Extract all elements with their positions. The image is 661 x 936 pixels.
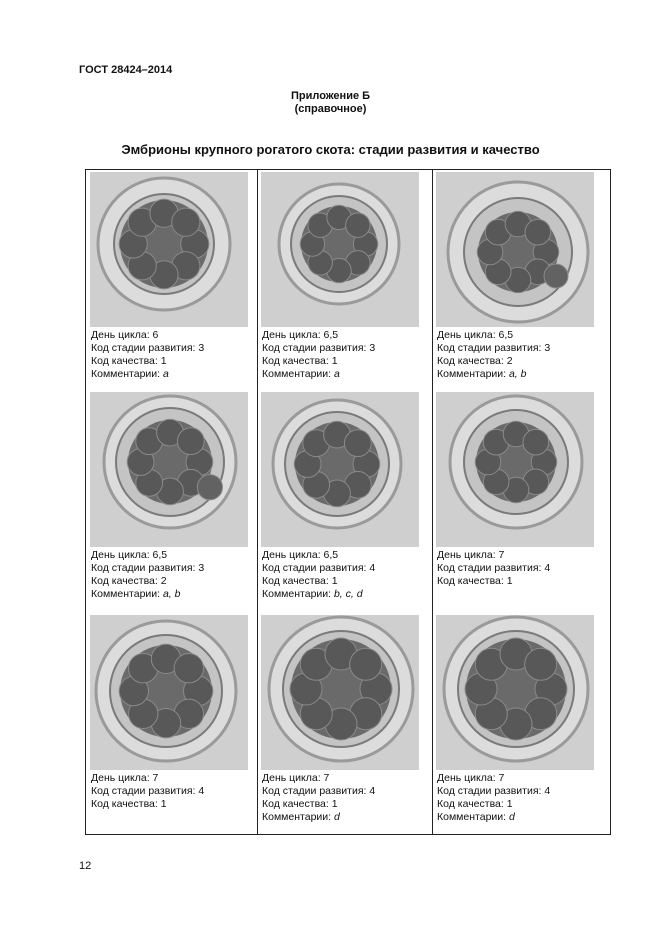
quality-code <box>262 355 375 368</box>
comments-label: Комментарии: <box>262 588 334 600</box>
cycle-day-value: 6,5 <box>152 549 168 561</box>
stage-code <box>262 342 375 355</box>
quality-code <box>437 798 550 811</box>
quality-code-label: Код качества: <box>437 575 507 587</box>
stage-code-value: 3 <box>369 342 376 354</box>
embryo-photo <box>436 615 594 770</box>
comments-value: a <box>162 368 169 380</box>
stage-code-value: 3 <box>198 562 205 574</box>
embryo-info <box>262 772 375 824</box>
quality-code <box>91 575 204 588</box>
stage-code-label: Код стадии развития: <box>437 562 545 574</box>
quality-code-value: 1 <box>331 575 338 587</box>
comments-label: Комментарии: <box>437 811 509 823</box>
quality-code-value: 2 <box>506 355 513 367</box>
cycle-day <box>262 549 375 562</box>
comments <box>91 368 204 381</box>
cycle-day-value: 6 <box>152 329 159 341</box>
cycle-day-label: День цикла: <box>437 329 499 341</box>
stage-code <box>91 342 204 355</box>
stage-code <box>91 562 204 575</box>
comments-value: b, c, d <box>333 588 363 600</box>
stage-code <box>437 342 550 355</box>
embryo-photo <box>261 392 419 547</box>
quality-code-value: 1 <box>160 355 167 367</box>
cycle-day-value: 6,5 <box>323 329 339 341</box>
stage-code-label: Код стадии развития: <box>262 785 370 797</box>
quality-code-value: 1 <box>506 575 513 587</box>
stage-code-value: 3 <box>544 342 551 354</box>
embryo-photo <box>90 172 248 327</box>
cycle-day-label: День цикла: <box>262 549 324 561</box>
cycle-day-label: День цикла: <box>91 329 153 341</box>
cycle-day <box>91 772 204 785</box>
stage-code-label: Код стадии развития: <box>262 342 370 354</box>
stage-code <box>262 785 375 798</box>
cycle-day-value: 7 <box>498 549 505 561</box>
quality-code-value: 2 <box>160 575 167 587</box>
embryo-photo <box>436 172 594 327</box>
embryo-info <box>437 549 550 588</box>
cycle-day-label: День цикла: <box>262 329 324 341</box>
embryo-table <box>85 169 611 835</box>
quality-code <box>91 798 204 811</box>
quality-code-label: Код качества: <box>262 355 332 367</box>
quality-code-label: Код качества: <box>262 575 332 587</box>
comments-label: Комментарии: <box>437 368 509 380</box>
comments-value: a, b <box>508 368 527 380</box>
cycle-day <box>437 329 550 342</box>
cycle-day <box>91 329 204 342</box>
cycle-day <box>91 549 204 562</box>
embryo-info <box>262 329 375 381</box>
quality-code <box>437 575 550 588</box>
quality-code <box>91 355 204 368</box>
embryo-info <box>437 329 550 381</box>
comments-label: Комментарии: <box>262 368 334 380</box>
embryo-photo <box>436 392 594 547</box>
comments-value: d <box>508 811 515 823</box>
stage-code-label: Код стадии развития: <box>91 562 199 574</box>
stage-code-value: 4 <box>544 562 551 574</box>
page-number: 12 <box>79 860 92 872</box>
comments <box>91 588 204 601</box>
stage-code-label: Код стадии развития: <box>437 342 545 354</box>
quality-code-label: Код качества: <box>91 798 161 810</box>
embryo-photo <box>90 615 248 770</box>
cycle-day-label: День цикла: <box>437 772 499 784</box>
column-divider <box>257 170 258 834</box>
column-divider <box>432 170 433 834</box>
comments-value: a, b <box>162 588 181 600</box>
cycle-day <box>437 772 550 785</box>
quality-code-value: 1 <box>331 798 338 810</box>
cycle-day <box>262 772 375 785</box>
stage-code-label: Код стадии развития: <box>262 562 370 574</box>
comments <box>262 588 375 601</box>
cycle-day-value: 6,5 <box>323 549 339 561</box>
page-title: Эмбрионы крупного рогатого скота: стадии развития и качество <box>121 142 540 157</box>
quality-code-label: Код качества: <box>91 355 161 367</box>
quality-code-label: Код качества: <box>262 798 332 810</box>
embryo-photo <box>90 392 248 547</box>
comments <box>262 811 375 824</box>
stage-code-value: 4 <box>369 785 376 797</box>
quality-code <box>262 575 375 588</box>
quality-code <box>437 355 550 368</box>
embryo-info <box>262 549 375 601</box>
comments <box>437 368 550 381</box>
stage-code-value: 4 <box>544 785 551 797</box>
stage-code <box>437 562 550 575</box>
stage-code <box>437 785 550 798</box>
comments-label: Комментарии: <box>91 368 163 380</box>
cycle-day-value: 6,5 <box>498 329 514 341</box>
comments-value: d <box>333 811 340 823</box>
appendix-name: Приложение Б <box>290 90 371 102</box>
quality-code-label: Код качества: <box>437 355 507 367</box>
cycle-day-label: День цикла: <box>437 549 499 561</box>
appendix-heading <box>0 90 661 116</box>
embryo-photo <box>261 172 419 327</box>
embryo-info <box>91 329 204 381</box>
cycle-day-value: 7 <box>498 772 505 784</box>
standard-number: ГОСТ 28424–2014 <box>79 64 173 76</box>
appendix-type: (справочное) <box>294 103 367 115</box>
cycle-day-label: День цикла: <box>262 772 324 784</box>
comments-value: a <box>333 368 340 380</box>
quality-code-label: Код качества: <box>91 575 161 587</box>
quality-code-value: 1 <box>506 798 513 810</box>
quality-code <box>262 798 375 811</box>
quality-code-value: 1 <box>160 798 167 810</box>
stage-code <box>262 562 375 575</box>
cycle-day <box>437 549 550 562</box>
stage-code <box>91 785 204 798</box>
stage-code-value: 4 <box>198 785 205 797</box>
stage-code-label: Код стадии развития: <box>437 785 545 797</box>
quality-code-value: 1 <box>331 355 338 367</box>
quality-code-label: Код качества: <box>437 798 507 810</box>
comments-label: Комментарии: <box>91 588 163 600</box>
stage-code-value: 3 <box>198 342 205 354</box>
comments-label: Комментарии: <box>262 811 334 823</box>
comments <box>437 811 550 824</box>
embryo-info <box>91 772 204 811</box>
embryo-photo <box>261 615 419 770</box>
cycle-day-label: День цикла: <box>91 772 153 784</box>
cycle-day-value: 7 <box>323 772 330 784</box>
cycle-day <box>262 329 375 342</box>
stage-code-value: 4 <box>369 562 376 574</box>
stage-code-label: Код стадии развития: <box>91 342 199 354</box>
cycle-day-label: День цикла: <box>91 549 153 561</box>
cycle-day-value: 7 <box>152 772 159 784</box>
comments <box>262 368 375 381</box>
stage-code-label: Код стадии развития: <box>91 785 199 797</box>
embryo-info <box>91 549 204 601</box>
embryo-info <box>437 772 550 824</box>
